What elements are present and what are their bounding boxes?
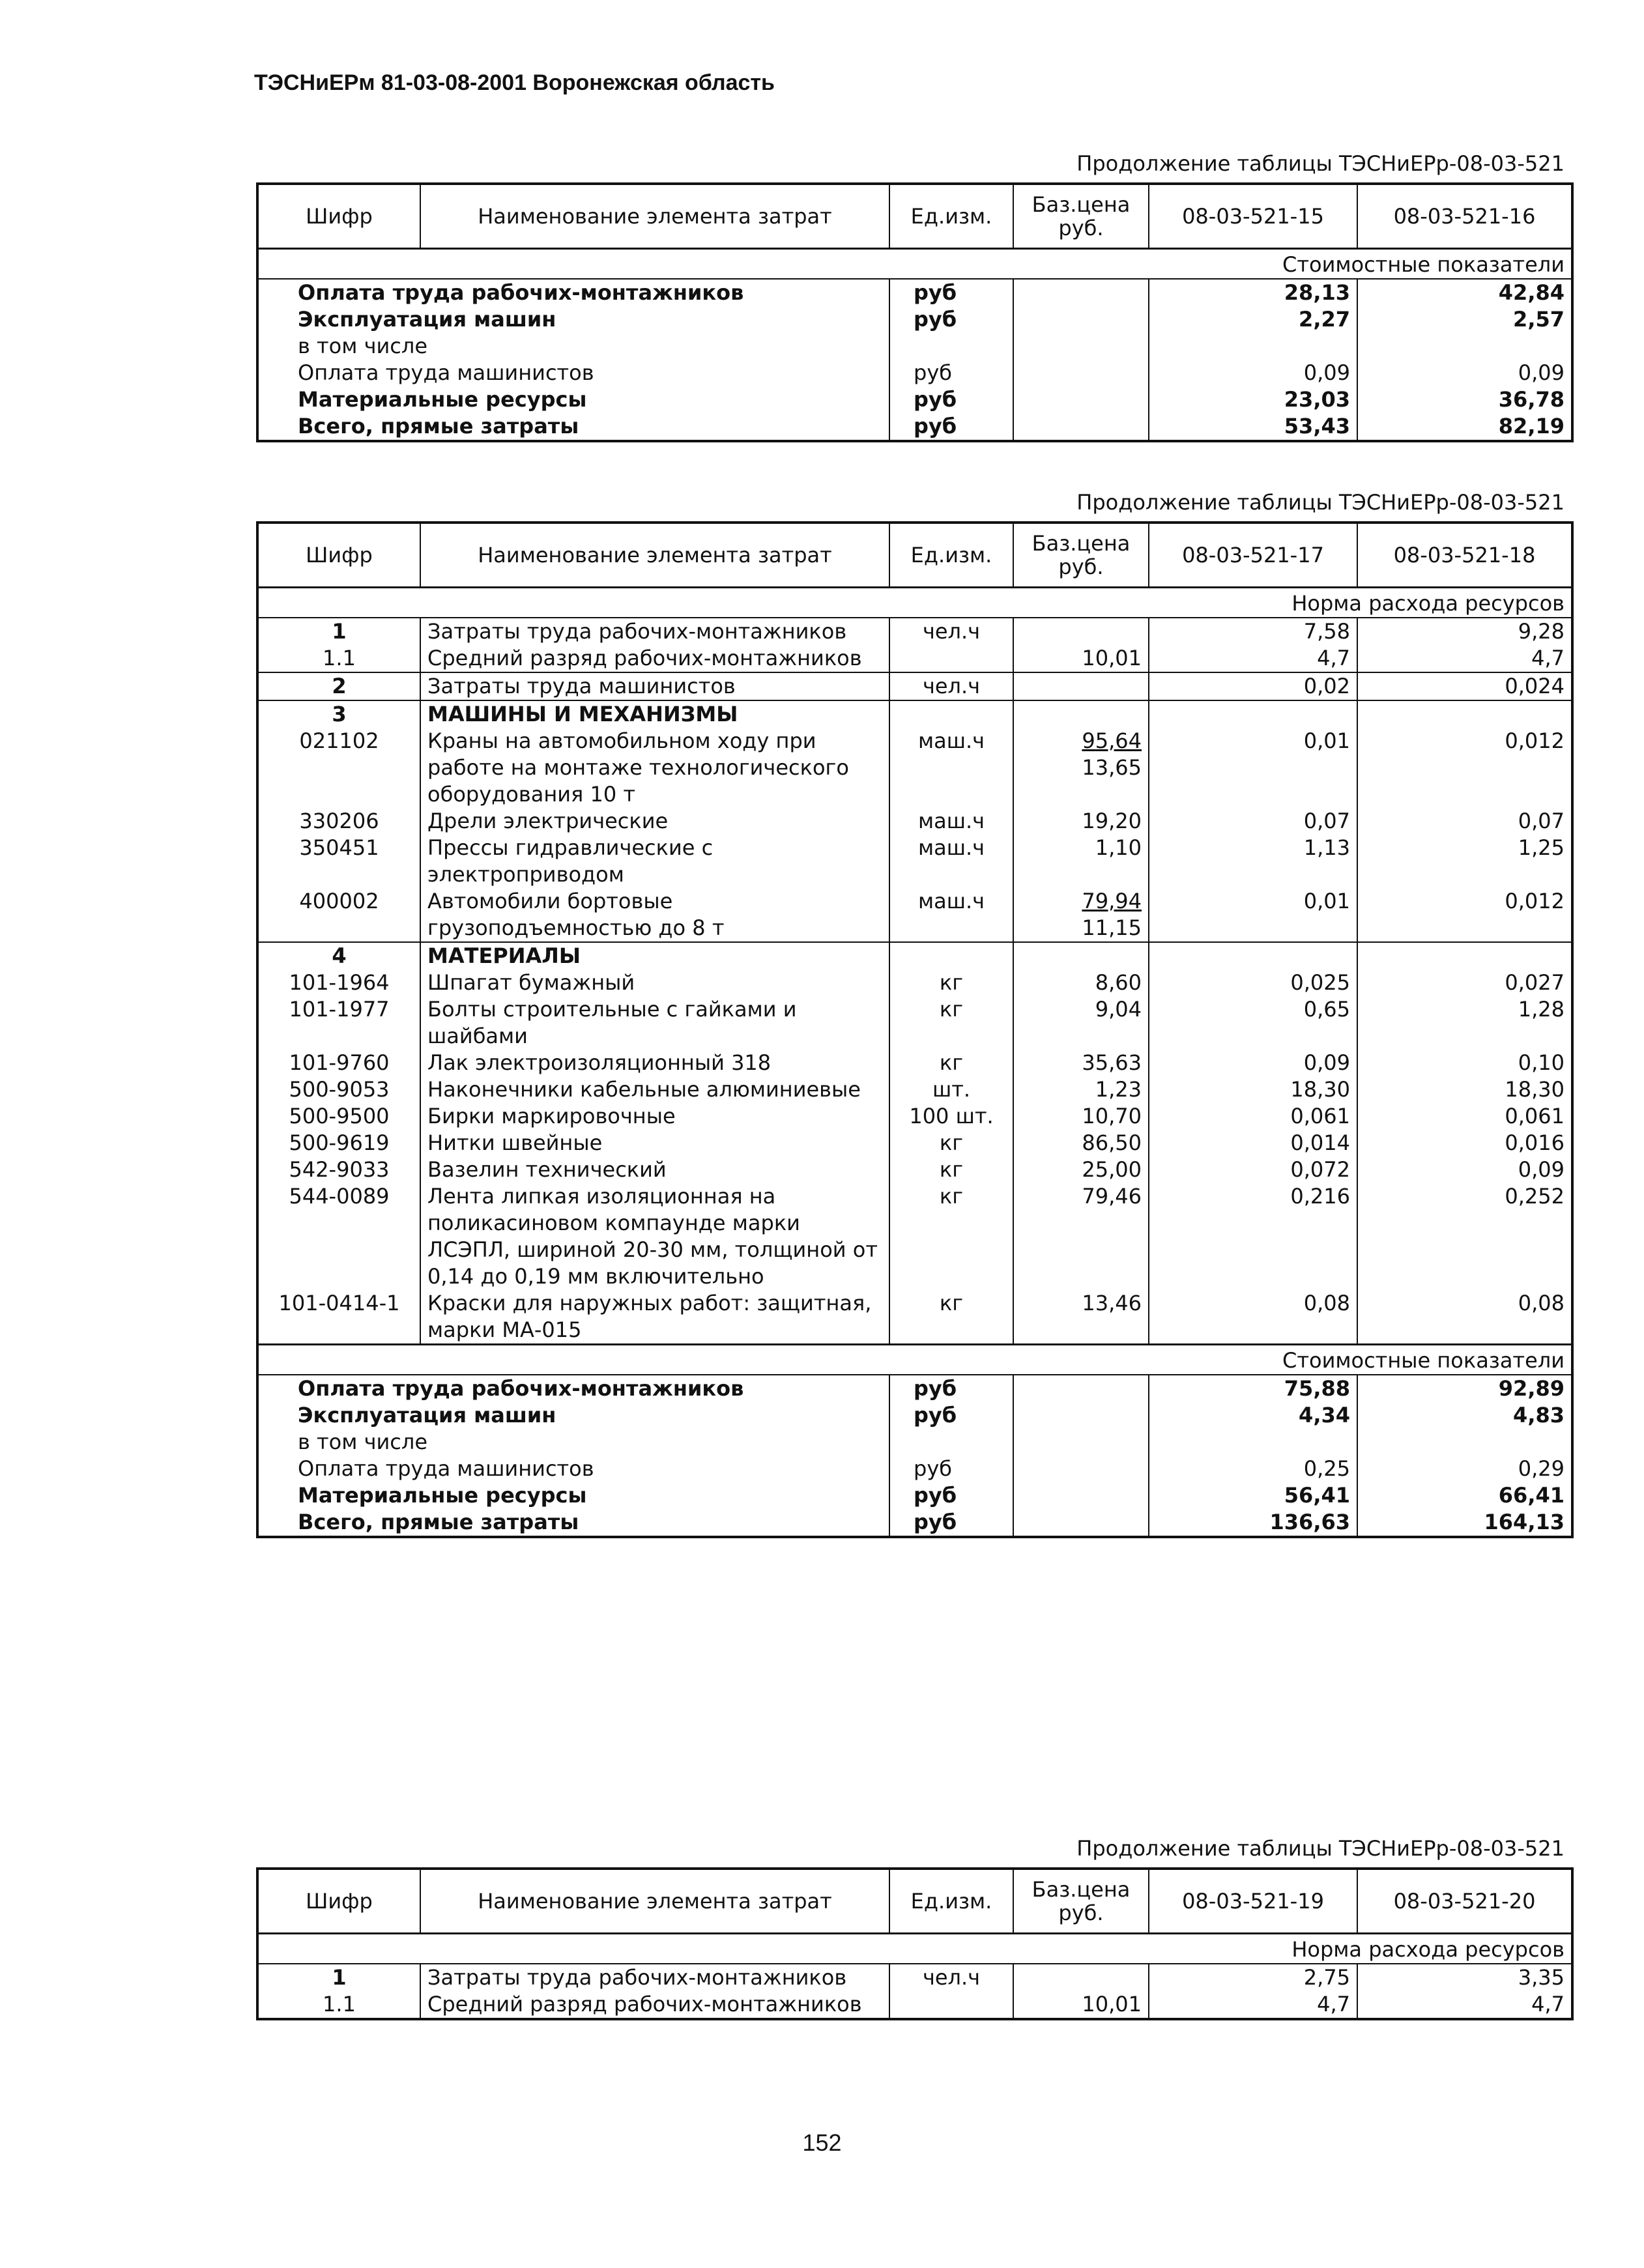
resource-value-a: 7,58 bbox=[1149, 618, 1357, 645]
resource-code: 500-9619 bbox=[289, 1130, 390, 1155]
resource-code: 101-1977 bbox=[289, 997, 390, 1022]
resource-unit: маш.ч bbox=[889, 728, 1013, 808]
resource-price-value: 79,46 bbox=[1082, 1184, 1142, 1209]
resource-name: Шпагат бумажный bbox=[420, 969, 889, 996]
resource-unit: кг bbox=[889, 1156, 1013, 1183]
resource-value-b: 0,10 bbox=[1357, 1050, 1572, 1076]
resource-value-a: 1,13 bbox=[1149, 835, 1357, 888]
price-header-line1: Баз.цена bbox=[1031, 1877, 1131, 1902]
resource-value-a: 0,061 bbox=[1149, 1103, 1357, 1130]
cost-row bbox=[257, 386, 1572, 413]
cost-row bbox=[257, 306, 1572, 333]
resource-price-value: 95,64 bbox=[1082, 728, 1142, 753]
resource-rows bbox=[257, 1964, 1572, 2019]
cost-value-a: 0,25 bbox=[1149, 1456, 1357, 1482]
cost-price-empty bbox=[1013, 1482, 1149, 1509]
cost-name: Оплата труда рабочих-монтажников bbox=[298, 280, 744, 305]
cost-price-empty bbox=[1013, 360, 1149, 386]
section-label: Норма расхода ресурсов bbox=[257, 1934, 1572, 1964]
page-number: 152 bbox=[802, 2129, 842, 2156]
table-header-row bbox=[257, 1869, 1572, 1934]
cost-value-a: 23,03 bbox=[1149, 386, 1357, 413]
resource-table-17-18 bbox=[256, 521, 1574, 1538]
cost-value-b bbox=[1357, 333, 1572, 360]
resource-code: 101-0414-1 bbox=[278, 1291, 400, 1315]
resource-price-value: 86,50 bbox=[1082, 1130, 1142, 1155]
resource-price-value: 10,70 bbox=[1082, 1104, 1142, 1128]
cost-rows bbox=[257, 1375, 1572, 1537]
col-header-code: Шифр bbox=[257, 184, 420, 249]
resource-price bbox=[1013, 1964, 1149, 1991]
col-header-b: 08-03-521-16 bbox=[1357, 184, 1572, 249]
resource-name: Вазелин технический bbox=[420, 1156, 889, 1183]
cost-unit: руб bbox=[889, 360, 1013, 386]
resource-code: 3 bbox=[257, 700, 420, 728]
resource-price bbox=[1013, 618, 1149, 645]
cost-unit: руб bbox=[889, 413, 1013, 441]
resource-price bbox=[1013, 835, 1149, 888]
cost-unit: руб bbox=[889, 1402, 1013, 1429]
resource-price-value: 25,00 bbox=[1082, 1157, 1142, 1182]
resource-value-a: 4,7 bbox=[1149, 645, 1357, 672]
resource-value-b: 0,012 bbox=[1357, 728, 1572, 808]
section-label: Стоимостные показатели bbox=[257, 249, 1572, 280]
resource-code: 1 bbox=[332, 619, 347, 644]
table-row bbox=[257, 888, 1572, 942]
resource-value-a: 0,01 bbox=[1149, 888, 1357, 942]
table-continuation-caption: Продолжение таблицы ТЭСНиЕРр-08-03-521 bbox=[1076, 490, 1565, 515]
resource-price bbox=[1013, 1103, 1149, 1130]
col-header-a: 08-03-521-19 bbox=[1149, 1869, 1357, 1934]
cost-unit bbox=[889, 1429, 1013, 1456]
resource-name: Лак электроизоляционный 318 bbox=[420, 1050, 889, 1076]
cost-value-a: 2,27 bbox=[1149, 306, 1357, 333]
resource-table-19-20 bbox=[256, 1867, 1574, 2020]
resource-value-a: 0,02 bbox=[1149, 672, 1357, 700]
cost-unit: руб bbox=[889, 279, 1013, 306]
resource-value-a: 0,025 bbox=[1149, 969, 1357, 996]
col-header-price bbox=[1013, 1869, 1149, 1934]
col-header-unit: Ед.изм. bbox=[889, 1869, 1013, 1934]
col-header-unit: Ед.изм. bbox=[889, 523, 1013, 588]
cost-price-empty bbox=[1013, 306, 1149, 333]
table-row bbox=[257, 1964, 1572, 1991]
cost-value-b bbox=[1357, 1429, 1572, 1456]
resource-name: Лента липкая изоляционная на поликасиновом компаунде марки ЛСЭПЛ, шириной 20-30 мм, толщиной от 0,14 до 0,19 мм включительно bbox=[420, 1183, 889, 1290]
resource-code: 1.1 bbox=[323, 646, 356, 670]
cost-name: Эксплуатация машин bbox=[298, 307, 556, 332]
resource-value-b: 0,027 bbox=[1357, 969, 1572, 996]
cost-price-empty bbox=[1013, 1509, 1149, 1537]
price-header-line2: руб. bbox=[1058, 216, 1104, 240]
table-row bbox=[257, 672, 1572, 700]
resource-value-a: 0,65 bbox=[1149, 996, 1357, 1050]
resource-value-a: 0,08 bbox=[1149, 1290, 1357, 1345]
table-row bbox=[257, 1050, 1572, 1076]
resource-price bbox=[1013, 808, 1149, 835]
resource-unit: маш.ч bbox=[889, 808, 1013, 835]
resource-value-b: 1,25 bbox=[1357, 835, 1572, 888]
resource-price bbox=[1013, 1991, 1149, 2019]
col-header-unit: Ед.изм. bbox=[889, 184, 1013, 249]
resource-value-b bbox=[1357, 942, 1572, 969]
cost-unit: руб bbox=[889, 1375, 1013, 1402]
section-row bbox=[257, 1345, 1572, 1375]
cost-value-a: 0,09 bbox=[1149, 360, 1357, 386]
resource-code: 2 bbox=[257, 672, 420, 700]
price-header-line1: Баз.цена bbox=[1031, 531, 1131, 556]
cost-value-a: 53,43 bbox=[1149, 413, 1357, 441]
resource-price bbox=[1013, 996, 1149, 1050]
resource-name: Автомобили бортовые грузоподъемностью до 8 т bbox=[420, 888, 889, 942]
resource-name: Затраты труда машинистов bbox=[420, 672, 889, 700]
cost-row bbox=[257, 413, 1572, 441]
resource-code: 101-9760 bbox=[289, 1050, 390, 1075]
section-row bbox=[257, 1934, 1572, 1964]
resource-value-b: 4,7 bbox=[1357, 1991, 1572, 2019]
cost-row bbox=[257, 1456, 1572, 1482]
cost-value-a: 136,63 bbox=[1149, 1509, 1357, 1537]
cost-price-empty bbox=[1013, 1375, 1149, 1402]
resource-code: 4 bbox=[257, 942, 420, 969]
col-header-name: Наименование элемента затрат bbox=[420, 1869, 889, 1934]
resource-value-b: 3,35 bbox=[1357, 1964, 1572, 1991]
cost-value-a: 75,88 bbox=[1149, 1375, 1357, 1402]
page-header: ТЭСНиЕРм 81-03-08-2001 Воронежская область bbox=[254, 70, 775, 95]
resource-value-a: 0,216 bbox=[1149, 1183, 1357, 1290]
cost-row bbox=[257, 1509, 1572, 1537]
resource-price-value-2: 11,15 bbox=[1082, 915, 1142, 940]
resource-price-value: 9,04 bbox=[1095, 997, 1142, 1022]
resource-price bbox=[1013, 1130, 1149, 1156]
resource-price-value: 8,60 bbox=[1095, 970, 1142, 995]
resource-value-a: 0,01 bbox=[1149, 728, 1357, 808]
col-header-price bbox=[1013, 523, 1149, 588]
table-row bbox=[257, 835, 1572, 888]
table-row bbox=[257, 728, 1572, 808]
cost-row bbox=[257, 1402, 1572, 1429]
resource-price bbox=[1013, 942, 1149, 969]
resource-price-value: 10,01 bbox=[1082, 646, 1142, 670]
cost-unit: руб bbox=[889, 1482, 1013, 1509]
resource-unit: кг bbox=[889, 1290, 1013, 1345]
cost-name: Эксплуатация машин bbox=[298, 1403, 556, 1428]
table-continuation-caption: Продолжение таблицы ТЭСНиЕРр-08-03-521 bbox=[1076, 151, 1565, 176]
col-header-name: Наименование элемента затрат bbox=[420, 523, 889, 588]
resource-unit: кг bbox=[889, 1050, 1013, 1076]
cost-table-15-16 bbox=[256, 182, 1574, 442]
cost-value-a bbox=[1149, 333, 1357, 360]
cost-rows bbox=[257, 279, 1572, 441]
section-row bbox=[257, 249, 1572, 280]
col-header-code: Шифр bbox=[257, 523, 420, 588]
resource-unit bbox=[889, 700, 1013, 728]
resource-unit: чел.ч bbox=[889, 672, 1013, 700]
resource-code: 330206 bbox=[299, 809, 379, 833]
resource-name: МАТЕРИАЛЫ bbox=[420, 942, 889, 969]
resource-name: МАШИНЫ И МЕХАНИЗМЫ bbox=[420, 700, 889, 728]
cost-row bbox=[257, 360, 1572, 386]
table-row bbox=[257, 1183, 1572, 1290]
resource-value-a: 2,75 bbox=[1149, 1964, 1357, 1991]
resource-value-a: 0,072 bbox=[1149, 1156, 1357, 1183]
resource-value-a bbox=[1149, 700, 1357, 728]
table-row bbox=[257, 1290, 1572, 1345]
resource-rows bbox=[257, 618, 1572, 1345]
resource-price bbox=[1013, 969, 1149, 996]
cost-value-b: 164,13 bbox=[1357, 1509, 1572, 1537]
cost-unit: руб bbox=[889, 306, 1013, 333]
section-label: Стоимостные показатели bbox=[257, 1345, 1572, 1375]
table-row bbox=[257, 1103, 1572, 1130]
resource-unit: кг bbox=[889, 1130, 1013, 1156]
table-row bbox=[257, 1076, 1572, 1103]
table-header-row bbox=[257, 184, 1572, 249]
resource-code: 1 bbox=[332, 1965, 347, 1990]
cost-name: Оплата труда машинистов bbox=[298, 1456, 594, 1481]
resource-unit: 100 шт. bbox=[889, 1103, 1013, 1130]
resource-price bbox=[1013, 672, 1149, 700]
cost-name: Всего, прямые затраты bbox=[298, 414, 579, 438]
resource-value-a: 0,09 bbox=[1149, 1050, 1357, 1076]
resource-unit: кг bbox=[889, 969, 1013, 996]
cost-price-empty bbox=[1013, 333, 1149, 360]
cost-name: в том числе bbox=[298, 1429, 427, 1454]
cost-row bbox=[257, 333, 1572, 360]
col-header-name: Наименование элемента затрат bbox=[420, 184, 889, 249]
resource-code: 542-9033 bbox=[289, 1157, 390, 1182]
resource-value-b: 9,28 bbox=[1357, 618, 1572, 645]
cost-value-a: 4,34 bbox=[1149, 1402, 1357, 1429]
price-header-line1: Баз.цена bbox=[1031, 192, 1131, 217]
cost-name: Всего, прямые затраты bbox=[298, 1510, 579, 1534]
cost-value-b: 92,89 bbox=[1357, 1375, 1572, 1402]
cost-price-empty bbox=[1013, 279, 1149, 306]
resource-price bbox=[1013, 700, 1149, 728]
resource-unit bbox=[889, 1991, 1013, 2019]
resource-price bbox=[1013, 1290, 1149, 1345]
resource-price bbox=[1013, 728, 1149, 808]
cost-price-empty bbox=[1013, 1402, 1149, 1429]
resource-value-b: 0,07 bbox=[1357, 808, 1572, 835]
resource-value-b: 0,016 bbox=[1357, 1130, 1572, 1156]
resource-value-b: 0,024 bbox=[1357, 672, 1572, 700]
col-header-b: 08-03-521-20 bbox=[1357, 1869, 1572, 1934]
resource-value-a: 4,7 bbox=[1149, 1991, 1357, 2019]
table-row bbox=[257, 700, 1572, 728]
cost-value-b: 42,84 bbox=[1357, 279, 1572, 306]
cost-value-a: 28,13 bbox=[1149, 279, 1357, 306]
resource-code: 544-0089 bbox=[289, 1184, 390, 1209]
table-header-row bbox=[257, 523, 1572, 588]
resource-price bbox=[1013, 1076, 1149, 1103]
resource-price-value: 13,46 bbox=[1082, 1291, 1142, 1315]
resource-code: 101-1964 bbox=[289, 970, 390, 995]
resource-value-b bbox=[1357, 700, 1572, 728]
resource-unit bbox=[889, 942, 1013, 969]
resource-unit: шт. bbox=[889, 1076, 1013, 1103]
cost-unit: руб bbox=[889, 1456, 1013, 1482]
cost-row bbox=[257, 1482, 1572, 1509]
resource-value-b: 0,012 bbox=[1357, 888, 1572, 942]
table-row bbox=[257, 808, 1572, 835]
cost-name: Материальные ресурсы bbox=[298, 387, 587, 412]
resource-code: 500-9500 bbox=[289, 1104, 390, 1128]
cost-value-b: 36,78 bbox=[1357, 386, 1572, 413]
cost-row bbox=[257, 1429, 1572, 1456]
resource-value-a: 18,30 bbox=[1149, 1076, 1357, 1103]
resource-unit: чел.ч bbox=[889, 1964, 1013, 1991]
resource-price bbox=[1013, 1156, 1149, 1183]
resource-price-value: 1,23 bbox=[1095, 1077, 1142, 1102]
table-row bbox=[257, 996, 1572, 1050]
col-header-b: 08-03-521-18 bbox=[1357, 523, 1572, 588]
resource-price-value: 35,63 bbox=[1082, 1050, 1142, 1075]
resource-price-value: 79,94 bbox=[1082, 889, 1142, 913]
col-header-a: 08-03-521-17 bbox=[1149, 523, 1357, 588]
resource-price-value-2: 13,65 bbox=[1082, 755, 1142, 780]
table-row bbox=[257, 1130, 1572, 1156]
resource-unit: маш.ч bbox=[889, 888, 1013, 942]
resource-unit: чел.ч bbox=[889, 618, 1013, 645]
resource-name: Краски для наружных работ: защитная, марки МА-015 bbox=[420, 1290, 889, 1345]
resource-value-b: 0,061 bbox=[1357, 1103, 1572, 1130]
cost-row bbox=[257, 279, 1572, 306]
cost-unit: руб bbox=[889, 1509, 1013, 1537]
cost-name: Оплата труда машинистов bbox=[298, 360, 594, 385]
cost-price-empty bbox=[1013, 1456, 1149, 1482]
resource-name: Прессы гидравлические с электроприводом bbox=[420, 835, 889, 888]
resource-value-b: 1,28 bbox=[1357, 996, 1572, 1050]
resource-name: Дрели электрические bbox=[420, 808, 889, 835]
resource-name: Болты строительные с гайками и шайбами bbox=[420, 996, 889, 1050]
resource-name: Средний разряд рабочих-монтажников bbox=[420, 1991, 889, 2019]
resource-value-b: 0,09 bbox=[1357, 1156, 1572, 1183]
cost-price-empty bbox=[1013, 386, 1149, 413]
cost-value-b: 4,83 bbox=[1357, 1402, 1572, 1429]
cost-value-a bbox=[1149, 1429, 1357, 1456]
resource-code: 350451 bbox=[299, 835, 379, 860]
cost-unit bbox=[889, 333, 1013, 360]
resource-unit: кг bbox=[889, 996, 1013, 1050]
cost-name: в том числе bbox=[298, 334, 427, 358]
table-row bbox=[257, 1156, 1572, 1183]
price-header-line2: руб. bbox=[1058, 1901, 1104, 1925]
resource-name: Затраты труда рабочих-монтажников bbox=[420, 618, 889, 645]
resource-price bbox=[1013, 645, 1149, 672]
cost-value-b: 2,57 bbox=[1357, 306, 1572, 333]
col-header-price bbox=[1013, 184, 1149, 249]
resource-name: Затраты труда рабочих-монтажников bbox=[420, 1964, 889, 1991]
cost-value-b: 66,41 bbox=[1357, 1482, 1572, 1509]
resource-name: Бирки маркировочные bbox=[420, 1103, 889, 1130]
resource-unit: маш.ч bbox=[889, 835, 1013, 888]
resource-price bbox=[1013, 1183, 1149, 1290]
cost-row bbox=[257, 1375, 1572, 1402]
table-row bbox=[257, 1991, 1572, 2019]
resource-value-a: 0,07 bbox=[1149, 808, 1357, 835]
table-row bbox=[257, 969, 1572, 996]
resource-unit bbox=[889, 645, 1013, 672]
resource-name: Средний разряд рабочих-монтажников bbox=[420, 645, 889, 672]
col-header-a: 08-03-521-15 bbox=[1149, 184, 1357, 249]
resource-code: 400002 bbox=[299, 889, 379, 913]
table-row bbox=[257, 645, 1572, 672]
resource-price-value: 19,20 bbox=[1082, 809, 1142, 833]
resource-unit: кг bbox=[889, 1183, 1013, 1290]
resource-code: 1.1 bbox=[323, 1992, 356, 2017]
resource-name: Наконечники кабельные алюминиевые bbox=[420, 1076, 889, 1103]
cost-price-empty bbox=[1013, 1429, 1149, 1456]
table-row bbox=[257, 618, 1572, 645]
resource-value-b: 0,08 bbox=[1357, 1290, 1572, 1345]
resource-code: 500-9053 bbox=[289, 1077, 390, 1102]
resource-name: Нитки швейные bbox=[420, 1130, 889, 1156]
cost-price-empty bbox=[1013, 413, 1149, 441]
cost-name: Оплата труда рабочих-монтажников bbox=[298, 1376, 744, 1401]
resource-value-b: 4,7 bbox=[1357, 645, 1572, 672]
section-row bbox=[257, 588, 1572, 618]
resource-code: 021102 bbox=[299, 728, 379, 753]
cost-value-b: 0,29 bbox=[1357, 1456, 1572, 1482]
resource-price-value: 10,01 bbox=[1082, 1992, 1142, 2017]
cost-name: Материальные ресурсы bbox=[298, 1483, 587, 1508]
col-header-code: Шифр bbox=[257, 1869, 420, 1934]
resource-price-value: 1,10 bbox=[1095, 835, 1142, 860]
table-continuation-caption: Продолжение таблицы ТЭСНиЕРр-08-03-521 bbox=[1076, 1836, 1565, 1861]
cost-unit: руб bbox=[889, 386, 1013, 413]
cost-value-a: 56,41 bbox=[1149, 1482, 1357, 1509]
resource-price bbox=[1013, 888, 1149, 942]
section-label: Норма расхода ресурсов bbox=[257, 588, 1572, 618]
price-header-line2: руб. bbox=[1058, 554, 1104, 579]
resource-price bbox=[1013, 1050, 1149, 1076]
resource-value-a: 0,014 bbox=[1149, 1130, 1357, 1156]
cost-value-b: 82,19 bbox=[1357, 413, 1572, 441]
resource-value-a bbox=[1149, 942, 1357, 969]
resource-name: Краны на автомобильном ходу при работе на монтаже технологического оборудования 10 т bbox=[420, 728, 889, 808]
cost-value-b: 0,09 bbox=[1357, 360, 1572, 386]
resource-value-b: 18,30 bbox=[1357, 1076, 1572, 1103]
table-row bbox=[257, 942, 1572, 969]
resource-value-b: 0,252 bbox=[1357, 1183, 1572, 1290]
